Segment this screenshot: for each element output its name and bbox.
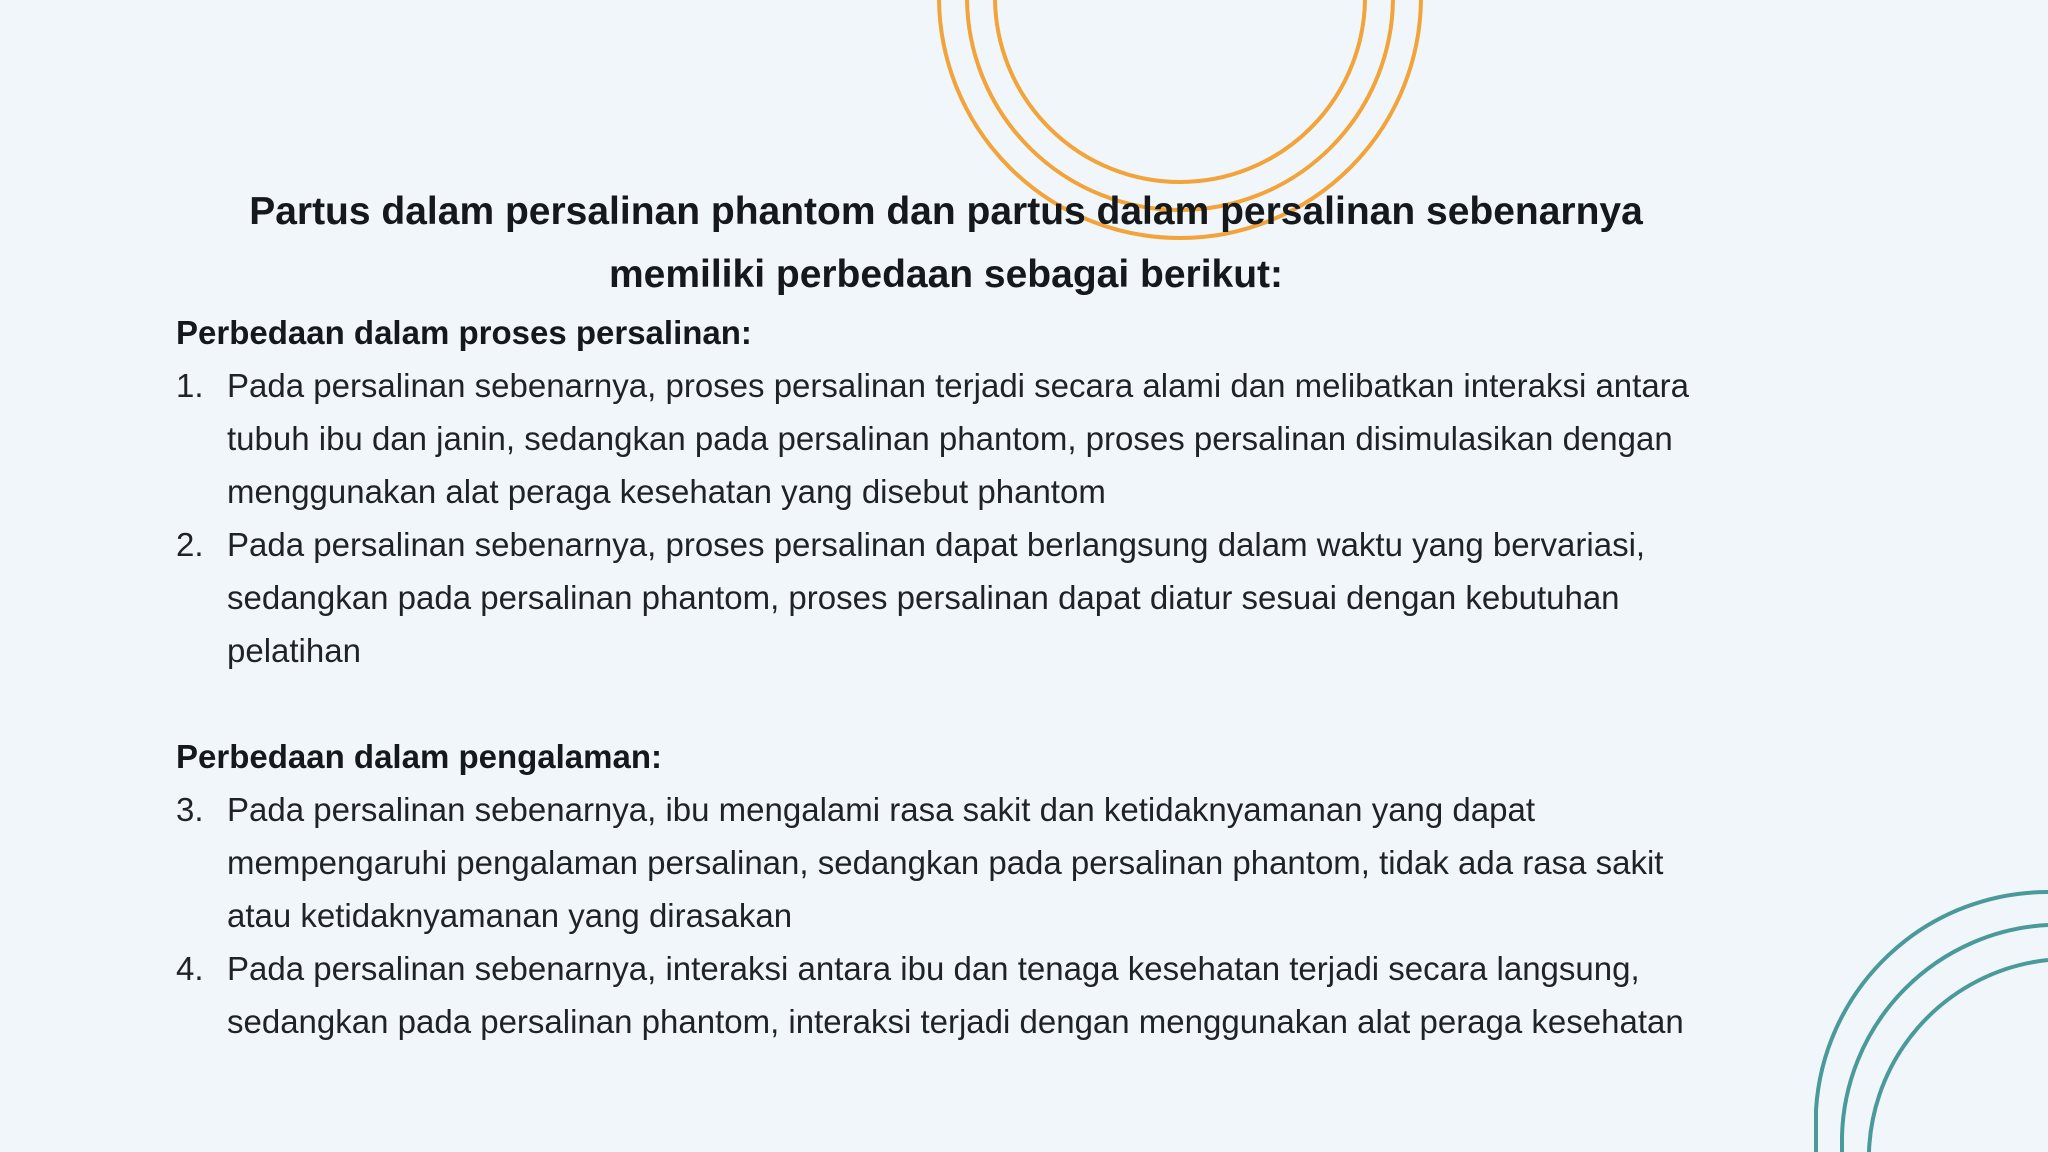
teal-concentric-arches [1816, 892, 2048, 1152]
section-process [176, 306, 1716, 677]
slide-content [176, 180, 1716, 1048]
section-heading: Perbedaan dalam proses persalinan: [176, 314, 752, 351]
ordered-list [176, 359, 1716, 677]
list-item-number: 2. [176, 526, 204, 563]
list-item-text: Pada persalinan sebenarnya, interaksi antara ibu dan tenaga kesehatan terjadi secara langsung, sedangkan pada persalinan phantom, interaksi terjadi dengan menggunakan alat peraga kesehatan [227, 950, 1684, 1040]
section-spacer [176, 677, 1716, 730]
list-item [176, 518, 1716, 677]
list-item-number: 1. [176, 367, 204, 404]
list-item [176, 783, 1716, 942]
list-item-number: 3. [176, 791, 204, 828]
page-title: Partus dalam persalinan phantom dan partus dalam persalinan sebenarnya memiliki perbedaan sebagai berikut: [249, 190, 1643, 296]
list-item-text: Pada persalinan sebenarnya, ibu mengalami rasa sakit dan ketidaknyamanan yang dapat mempengaruhi pengalaman persalinan, sedangkan pada persalinan phantom, tidak ada rasa sakit atau ketidaknyamanan yang dirasakan [227, 791, 1664, 934]
list-item [176, 942, 1716, 1048]
list-item-text: Pada persalinan sebenarnya, proses persalinan terjadi secara alami dan melibatkan interaksi antara tubuh ibu dan janin, sedangkan pada persalinan phantom, proses persalinan disimulasikan dengan menggunakan alat peraga kesehatan yang disebut phantom [227, 367, 1690, 510]
section-experience [176, 730, 1716, 1048]
list-item-text: Pada persalinan sebenarnya, proses persalinan dapat berlangsung dalam waktu yang bervariasi, sedangkan pada persalinan phantom, proses persalinan dapat diatur sesuai dengan kebutuhan pelatihan [227, 526, 1646, 669]
list-item-number: 4. [176, 950, 204, 987]
ordered-list [176, 783, 1716, 1048]
section-heading: Perbedaan dalam pengalaman: [176, 738, 662, 775]
list-item [176, 359, 1716, 518]
